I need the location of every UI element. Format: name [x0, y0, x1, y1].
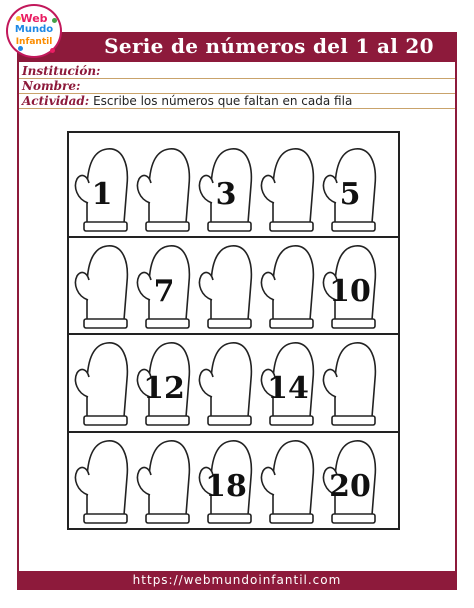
mitten-number: 5	[339, 177, 361, 212]
logo-text: Infantil	[15, 37, 53, 47]
mitten-cell	[319, 141, 381, 235]
mitten-cell	[133, 335, 195, 429]
web-mundo-infantil-logo	[6, 4, 62, 58]
mitten-cell	[257, 433, 319, 527]
mitten-cell	[195, 141, 257, 235]
mitten-cell	[133, 238, 195, 332]
logo-dot	[50, 48, 55, 53]
mitten-cell	[133, 141, 195, 235]
institucion-row	[19, 64, 455, 79]
mitten-cell	[71, 433, 133, 527]
mitten-number: 1	[91, 177, 113, 212]
mitten-number: 3	[215, 177, 237, 212]
nombre-label: Nombre:	[22, 79, 81, 93]
nombre-row	[19, 79, 455, 94]
mitten-cell	[195, 433, 257, 527]
mitten-cell	[195, 238, 257, 332]
mitten-number: 10	[329, 274, 371, 309]
mitten-cell	[133, 433, 195, 527]
mitten-cell	[195, 335, 257, 429]
mitten-cell	[71, 335, 133, 429]
mitten-cell	[257, 141, 319, 235]
worksheet-title: Serie de números del 1 al 20	[104, 34, 434, 58]
mitten-number: 20	[329, 469, 371, 504]
mitten-number: 18	[205, 469, 247, 504]
logo-text: Mundo	[14, 24, 54, 35]
actividad-row	[19, 94, 455, 109]
actividad-label: Actividad:	[22, 94, 90, 108]
footer-bar	[17, 571, 457, 590]
mitten-number: 12	[143, 371, 185, 406]
mitten-cell	[319, 433, 381, 527]
mitten-cell	[71, 238, 133, 332]
mitten-number: 14	[267, 371, 309, 406]
actividad-value: Escribe los números que faltan en cada fila	[93, 94, 353, 108]
mitten-cell	[319, 335, 381, 429]
mitten-number: 7	[153, 274, 175, 309]
title-bar	[17, 32, 457, 62]
mitten-cell	[71, 141, 133, 235]
institucion-label: Institución:	[22, 64, 101, 78]
mitten-cell	[257, 238, 319, 332]
mitten-cell	[257, 335, 319, 429]
mitten-cell	[319, 238, 381, 332]
logo-text: Web	[20, 12, 48, 25]
footer-url: https://webmundoinfantil.com	[132, 573, 342, 587]
